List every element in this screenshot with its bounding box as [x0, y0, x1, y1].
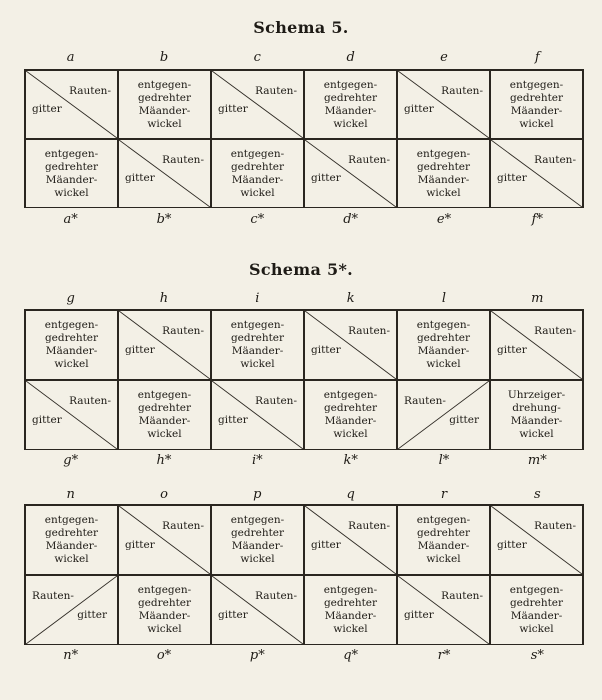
maander-cell — [490, 70, 583, 139]
gitter-label: gitter — [218, 609, 248, 621]
column-label: n — [66, 487, 75, 502]
maander-cell — [304, 575, 397, 645]
column-label: d — [346, 50, 355, 65]
rauten-label: Rauten- — [162, 154, 204, 166]
gitter-label: gitter — [32, 103, 62, 115]
cell-text: Uhrzeiger- drehung- Mäander- wickel — [507, 389, 566, 440]
rhomb-lattice-cell — [397, 70, 490, 139]
cell-text: entgegen- gedrehter Mäander- wickel — [137, 389, 192, 440]
cell-text: entgegen- gedrehter Mäander- wickel — [509, 584, 564, 635]
maander-cell — [118, 70, 211, 139]
column-label-star: i* — [251, 453, 263, 468]
gitter-label: gitter — [77, 609, 107, 621]
column-label: h — [159, 291, 169, 306]
maander-cell — [397, 505, 490, 575]
rhomb-lattice-cell — [490, 139, 583, 208]
column-label-star: q* — [343, 648, 359, 663]
column-label: g — [66, 291, 75, 306]
gitter-label: gitter — [311, 539, 341, 551]
cell-text: entgegen- gedrehter Mäander- wickel — [416, 147, 471, 199]
rauten-label: Rauten- — [162, 520, 204, 532]
rhomb-lattice-cell — [304, 139, 397, 208]
column-label: a — [66, 50, 75, 65]
column-label: l — [441, 291, 447, 306]
rauten-label: Rauten- — [162, 325, 204, 337]
rhomb-lattice-cell — [25, 575, 118, 645]
rauten-label: Rauten- — [348, 520, 390, 532]
column-label-star: e* — [436, 212, 452, 227]
maander-cell — [118, 575, 211, 645]
rhomb-lattice-cell — [118, 139, 211, 208]
rauten-label: Rauten- — [534, 154, 576, 166]
rhomb-lattice-cell — [397, 380, 490, 450]
column-label: q — [346, 487, 355, 502]
rhomb-lattice-cell — [118, 310, 211, 380]
cell-text: entgegen- gedrehter Mäander- wickel — [323, 389, 378, 440]
schema-5-star-row-labels — [24, 453, 584, 468]
column-label-star: n* — [63, 648, 79, 663]
schema-5-title: Schema 5. — [253, 18, 349, 37]
column-label: f — [534, 50, 540, 65]
rhomb-lattice-cell — [211, 380, 304, 450]
cell-text: entgegen- gedrehter Mäander- wickel — [44, 514, 99, 565]
rhomb-lattice-cell — [490, 310, 583, 380]
rauten-label: Rauten- — [32, 590, 74, 602]
cell-text: entgegen- gedrehter Mäander- wickel — [44, 147, 99, 199]
gitter-label: gitter — [218, 414, 248, 426]
column-label: i — [255, 291, 260, 306]
rauten-label: Rauten- — [69, 395, 111, 407]
maander-cell — [397, 139, 490, 208]
cell-text: entgegen- gedrehter Mäander- wickel — [323, 584, 378, 635]
cell-text: entgegen- gedrehter Mäander- wickel — [137, 584, 192, 635]
schema-5-star-b-row-labels — [24, 648, 584, 663]
column-label-star: l* — [438, 453, 450, 468]
cell-text: entgegen- gedrehter Mäander- wickel — [509, 78, 564, 130]
column-label-star: p* — [249, 648, 265, 663]
rauten-label: Rauten- — [534, 520, 576, 532]
cell-text: entgegen- gedrehter Mäander- wickel — [230, 319, 285, 370]
rauten-label: Rauten- — [255, 85, 297, 97]
column-label: k — [346, 291, 355, 306]
schema-5-star-b-grid — [24, 504, 584, 645]
maander-cell — [304, 380, 397, 450]
maander-cell — [304, 70, 397, 139]
gitter-label: gitter — [497, 172, 527, 184]
maander-cell — [25, 505, 118, 575]
schema-5-star-b-column-labels — [24, 487, 584, 502]
column-label-star: s* — [530, 648, 544, 663]
gitter-label: gitter — [125, 539, 155, 551]
column-label-star: a* — [63, 212, 78, 227]
maander-cell — [25, 310, 118, 380]
maander-cell — [490, 380, 583, 450]
column-label: b — [159, 50, 169, 65]
column-label-star: d* — [343, 212, 359, 227]
column-label-star: c* — [250, 212, 265, 227]
column-label: o — [160, 487, 168, 502]
maander-cell — [211, 310, 304, 380]
column-label-star: o* — [156, 648, 172, 663]
gitter-label: gitter — [125, 172, 155, 184]
rauten-label: Rauten- — [255, 395, 297, 407]
column-label-star: m* — [527, 453, 547, 468]
cell-text: entgegen- gedrehter Mäander- wickel — [230, 514, 285, 565]
column-label-star: f* — [531, 212, 543, 227]
cell-text: entgegen- gedrehter Mäander- wickel — [416, 319, 471, 370]
gitter-label: gitter — [497, 344, 527, 356]
maander-cell — [211, 505, 304, 575]
column-label: c — [253, 50, 261, 65]
column-label: e — [440, 50, 448, 65]
schema-5-row-labels — [24, 212, 584, 227]
gitter-label: gitter — [449, 414, 479, 426]
column-label: r — [440, 487, 448, 502]
rhomb-lattice-cell — [304, 505, 397, 575]
column-label: m — [531, 291, 544, 306]
rauten-label: Rauten- — [404, 395, 446, 407]
column-label-star: k* — [343, 453, 358, 468]
rauten-label: Rauten- — [255, 590, 297, 602]
gitter-label: gitter — [404, 103, 434, 115]
column-label: s — [533, 487, 541, 502]
rhomb-lattice-cell — [25, 380, 118, 450]
schema-5-star-grid — [24, 309, 584, 450]
column-label: p — [253, 487, 262, 502]
gitter-label: gitter — [125, 344, 155, 356]
schema-5-star-title: Schema 5*. — [248, 260, 354, 279]
rhomb-lattice-cell — [25, 70, 118, 139]
rauten-label: Rauten- — [534, 325, 576, 337]
rhomb-lattice-cell — [118, 505, 211, 575]
cell-text: entgegen- gedrehter Mäander- wickel — [230, 147, 285, 199]
rauten-label: Rauten- — [441, 590, 483, 602]
rhomb-lattice-cell — [304, 310, 397, 380]
rauten-label: Rauten- — [441, 85, 483, 97]
gitter-label: gitter — [218, 103, 248, 115]
gitter-label: gitter — [32, 414, 62, 426]
schema-5-star-column-labels — [24, 291, 584, 306]
gitter-label: gitter — [311, 344, 341, 356]
gitter-label: gitter — [497, 539, 527, 551]
maander-cell — [490, 575, 583, 645]
rhomb-lattice-cell — [211, 575, 304, 645]
maander-cell — [25, 139, 118, 208]
cell-text: entgegen- gedrehter Mäander- wickel — [44, 319, 99, 370]
rauten-label: Rauten- — [69, 85, 111, 97]
cell-text: entgegen- gedrehter Mäander- wickel — [137, 78, 192, 130]
column-label-star: g* — [63, 453, 79, 468]
schema-5-column-labels — [24, 50, 584, 65]
rauten-label: Rauten- — [348, 154, 390, 166]
rhomb-lattice-cell — [211, 70, 304, 139]
maander-cell — [118, 380, 211, 450]
cell-text: entgegen- gedrehter Mäander- wickel — [323, 78, 378, 130]
gitter-label: gitter — [404, 609, 434, 621]
column-label-star: r* — [437, 648, 451, 663]
maander-cell — [211, 139, 304, 208]
rhomb-lattice-cell — [397, 575, 490, 645]
rhomb-lattice-cell — [490, 505, 583, 575]
cell-text: entgegen- gedrehter Mäander- wickel — [416, 514, 471, 565]
schema-5-grid — [24, 69, 584, 208]
column-label-star: b* — [156, 212, 172, 227]
gitter-label: gitter — [311, 172, 341, 184]
maander-cell — [397, 310, 490, 380]
rauten-label: Rauten- — [348, 325, 390, 337]
column-label-star: h* — [156, 453, 172, 468]
